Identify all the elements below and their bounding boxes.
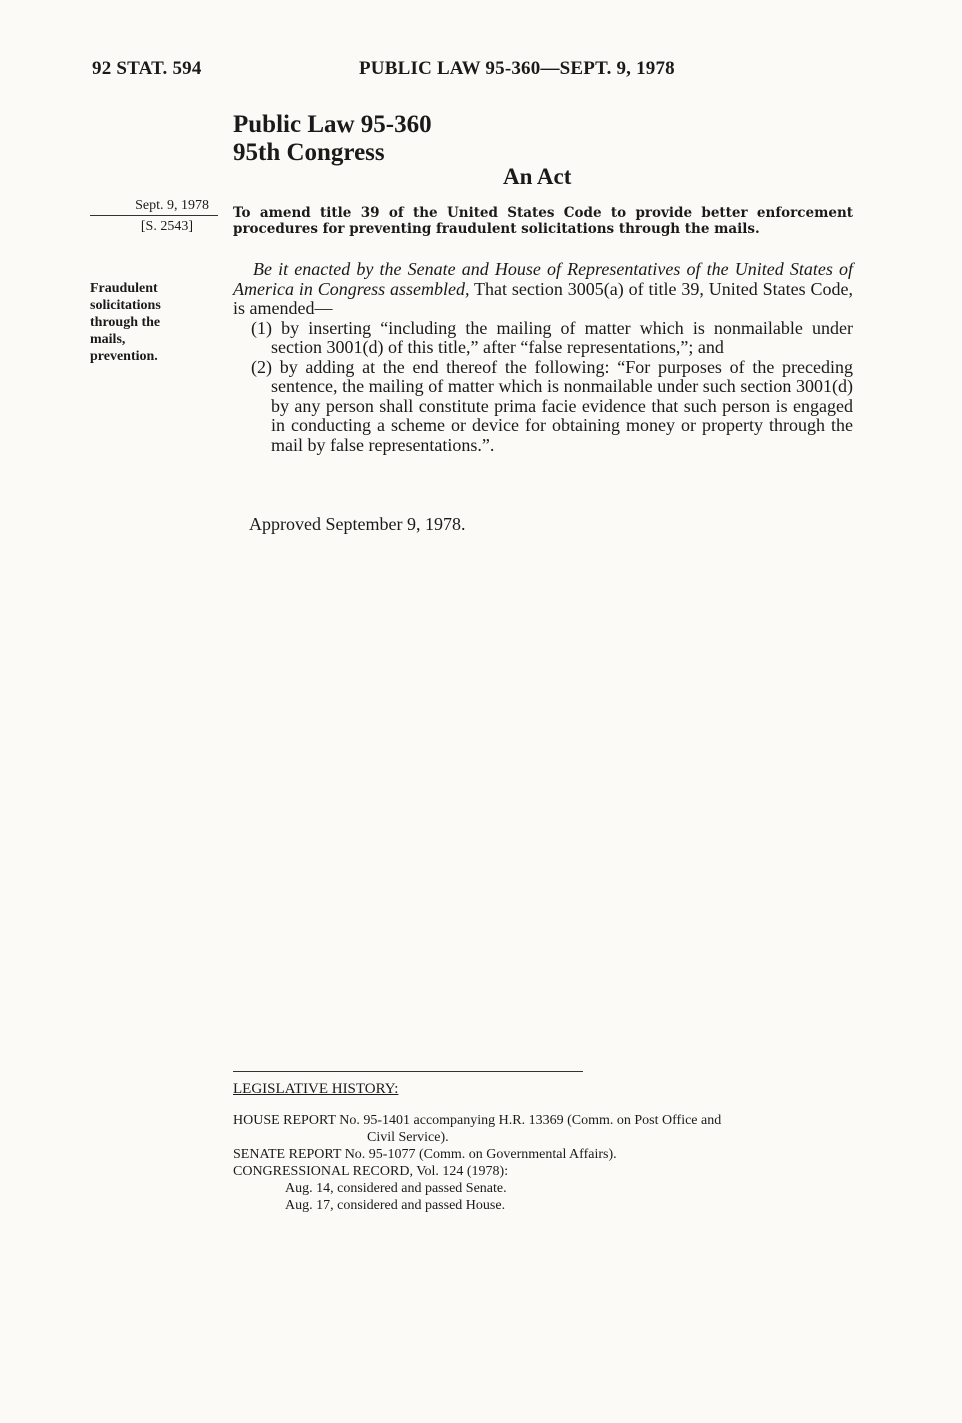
- history-house-report-cont: Civil Service).: [367, 1130, 449, 1145]
- purpose-text: To amend title 39 of the United States Code to provide better enforcement procedures for preventing fraudulent solicitations through the mails.: [233, 205, 853, 237]
- margin-bill-number: [S. 2543]: [140, 219, 193, 234]
- enacting-clause-text: That section 3005(a) of title 39, United States Code, is amended—: [233, 278, 854, 318]
- amendment-item-1: (1) by inserting “including the mailing of matter which is nonmailable under section 3001(d) of this title,” after “false representations,”; and: [251, 317, 853, 357]
- history-congressional-record: CONGRESSIONAL RECORD, Vol. 124 (1978):: [233, 1164, 509, 1179]
- margin-note-line: solicitations: [90, 298, 161, 313]
- margin-date-block: [90, 197, 215, 235]
- margin-note-line: Fraudulent: [90, 281, 158, 296]
- page-stat-number: 92 STAT. 594: [92, 58, 202, 79]
- enacting-clause: [233, 260, 853, 319]
- enacting-clause-italic: Be it enacted by the Senate and House of Representatives of the United States of America in Congress assembled,: [233, 259, 853, 299]
- legislative-history: [233, 1081, 858, 1214]
- act-heading: An Act: [503, 164, 572, 189]
- margin-divider: [90, 215, 218, 216]
- act-purpose: [233, 205, 853, 237]
- public-law-title: Public Law 95-360: [233, 111, 432, 138]
- margin-note-line: mails,: [90, 332, 126, 347]
- running-header: PUBLIC LAW 95-360—SEPT. 9, 1978: [359, 58, 675, 79]
- history-senate-report: SENATE REPORT No. 95-1077 (Comm. on Governmental Affairs).: [233, 1147, 617, 1162]
- margin-date: Sept. 9, 1978: [135, 198, 209, 213]
- history-heading: LEGISLATIVE HISTORY:: [233, 1081, 399, 1097]
- approval-date: Approved September 9, 1978.: [249, 514, 466, 534]
- history-house-report: HOUSE REPORT No. 95-1401 accompanying H.R. 13369 (Comm. on Post Office and: [233, 1113, 722, 1128]
- history-rule: [233, 1071, 583, 1072]
- history-aug-17: Aug. 17, considered and passed House.: [285, 1198, 506, 1213]
- margin-subject-note: [90, 280, 161, 365]
- act-body: [233, 260, 853, 455]
- amendment-item-2: (2) by adding at the end thereof the following: “For purposes of the preceding sentence, the mailing of matter which is nonmailable under such section 3001(d) by any person shall constitute prima facie evidence that such person is engaged in conducting a scheme or device for obtaining money or property through the mail by false representations.”.: [251, 356, 853, 455]
- margin-note-line: through the: [90, 315, 161, 330]
- margin-note-line: prevention.: [90, 349, 158, 364]
- congress-title: 95th Congress: [233, 139, 385, 166]
- history-aug-14: Aug. 14, considered and passed Senate.: [285, 1181, 507, 1196]
